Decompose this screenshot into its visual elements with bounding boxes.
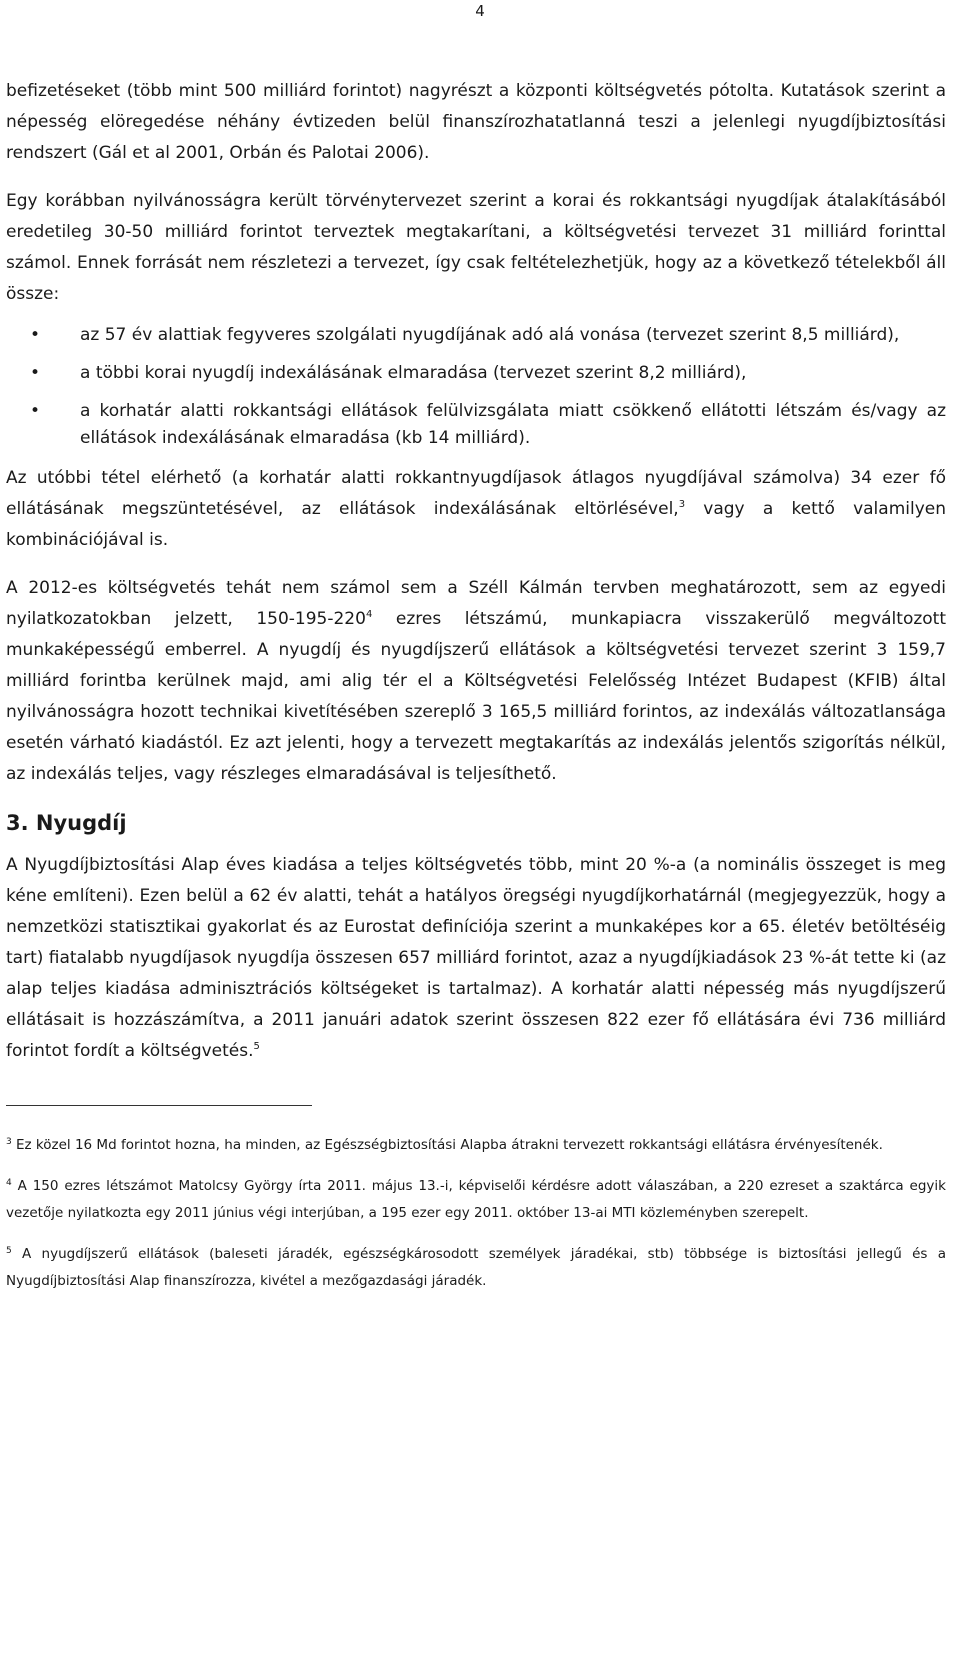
footnote-text: A 150 ezres létszámot Matolcsy György írta 2011. május 13.-i, képviselői kérdésre adott válaszában, a 220 ezreset a szaktárca egyik vezetője nyilatkozta egy 2011 június végi interjúban, a 195 ezer egy 2011. október 13-ai MTI közleményben szerepelt. <box>6 1178 946 1221</box>
footnote-ref-5[interactable]: 5 <box>253 1041 260 1052</box>
bullet-item: • a korhatár alatti rokkantsági ellátások felülvizsgálata miatt csökkenő ellátotti létszám és/vagy az ellátások indexálásának elmaradása (kb 14 milliárd). <box>6 398 946 452</box>
paragraph-3-text-b: vagy a kettő valamilyen kombinációjával is. <box>6 499 946 550</box>
paragraph-4-text-b: ezres létszámú, munkapiacra visszakerülő megváltozott munkaképességű emberrel. A nyugdíj és nyugdíjszerű ellátások a költségvetési tervezet szerint 3 159,7 milliárd forintba kerülnek majd, ami alig tér el a Költségvetési Felelősség Intézet Budapest (KFIB) által nyilvánosságra hozott technikai kivetítésében szereplő 3 165,5 milliárd forintos, az indexálás változatlansága esetén várható kiadástól. Ez azt jelenti, hogy a tervezett megtakarítás az indexálás jelentős szigorítás nélkül, az indexálás teljes, vagy részleges elmaradásával is teljesíthető. <box>6 609 947 784</box>
footnote-mark: 3 <box>6 1137 12 1147</box>
footnote-5 <box>6 1241 946 1295</box>
paragraph-4 <box>6 573 946 790</box>
bullet-list <box>6 322 946 452</box>
paragraph-5-text: A Nyugdíjbiztosítási Alap éves kiadása a teljes költségvetés több, mint 20 %-a (a nominális összeget is meg kéne említeni). Ezen belül a 62 év alatti, tehát a hatályos öregségi nyugdíjkorhatárnál (megjegyezzük, hogy a nemzetközi statisztikai gyakorlat és az Eurostat definíciója szerint a munkaképes kor a 65. életév betöltéséig tart) fiatalabb nyugdíjasok nyugdíja összesen 657 milliárd forintot, azaz a nyugdíjkiadások 23 %-át tette ki (az alap teljes kiadása adminisztrációs költségeket is tartalmaz). A korhatár alatti népesség más nyugdíjszerű ellátásait is hozzászámítva, a 2011 januári adatok szerint összesen 822 ezer fő ellátására évi 736 milliárd forintot fordít a költségvetés. <box>6 855 946 1061</box>
paragraph-4-text-a: A 2012-es költségvetés tehát nem számol sem a Széll Kálmán tervben meghatározott, sem az egyedi nyilatkozatokban jelzett, 150-195-220 <box>6 578 946 629</box>
document-body <box>6 76 946 1309</box>
footnote-3 <box>6 1132 946 1159</box>
section-heading: 3. Nyugdíj <box>6 811 127 835</box>
footnote-ref-3[interactable]: 3 <box>678 499 686 510</box>
paragraph-5 <box>6 850 946 1067</box>
bullet-item: • a többi korai nyugdíj indexálásának elmaradása (tervezet szerint 8,2 milliárd), <box>6 360 946 387</box>
paragraph-1: befizetéseket (több mint 500 milliárd forintot) nagyrészt a központi költségvetés pótolta. Kutatások szerint a népesség elöregedése néhány évtizeden belül finanszírozhatatlanná teszi a jelenlegi nyugdíjbiztosítási rendszert (Gál et al 2001, Orbán és Palotai 2006). <box>6 81 946 163</box>
footnote-ref-4[interactable]: 4 <box>365 609 373 620</box>
footnote-divider <box>6 1105 312 1106</box>
paragraph-3-text-a: Az utóbbi tétel elérhető (a korhatár alatti rokkantnyugdíjasok átlagos nyugdíjával számolva) 34 ezer fő ellátásának megszüntetésével, az ellátások indexálásának eltörlésével, <box>6 468 946 519</box>
footnote-mark: 5 <box>6 1246 12 1256</box>
paragraph-3 <box>6 463 946 556</box>
footnote-mark: 4 <box>6 1178 12 1188</box>
bullet-item: • az 57 év alattiak fegyveres szolgálati nyugdíjának adó alá vonása (tervezet szerint 8,5 milliárd), <box>6 322 946 349</box>
footnote-text: Ez közel 16 Md forintot hozna, ha minden, az Egészségbiztosítási Alapba átrakni tervezett rokkantsági ellátásra érvényesítenék. <box>11 1137 883 1153</box>
paragraph-2: Egy korábban nyilvánosságra került törvénytervezet szerint a korai és rokkantsági nyugdíjak átalakításából eredetileg 30-50 milliárd forintot terveztek megtakarítani, a költségvetési tervezet 31 milliárd forinttal számol. Ennek forrását nem részletezi a tervezet, így csak feltételezhetjük, hogy az a következő tételekből áll össze: <box>6 191 946 304</box>
footnote-4 <box>6 1173 946 1227</box>
footnote-text: A nyugdíjszerű ellátások (baleseti járadék, egészségkárosodott személyek járadékai, stb) többsége is biztosítási jellegű és a Nyugdíjbiztosítási Alap finanszírozza, kivétel a mezőgazdasági járadék. <box>6 1246 946 1289</box>
page-number: 4 <box>475 2 485 20</box>
